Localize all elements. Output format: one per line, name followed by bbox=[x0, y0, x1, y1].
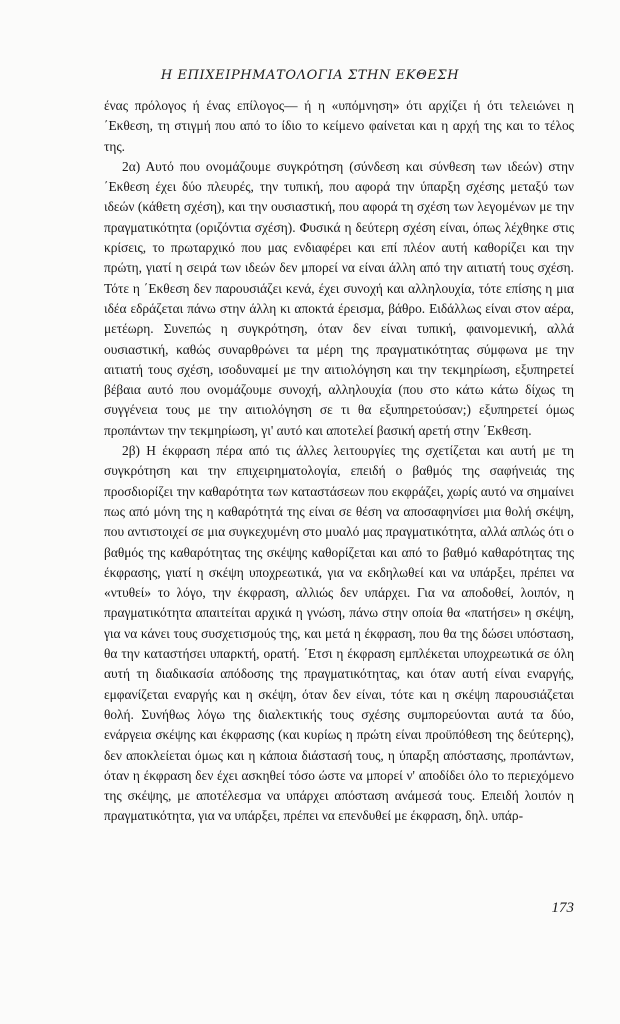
body-text bbox=[104, 96, 574, 827]
running-header: Η ΕΠΙΧΕΙΡΗΜΑΤΟΛΟΓΙΑ ΣΤΗΝ ΕΚΘΕΣΗ bbox=[160, 68, 460, 83]
paragraph-continuation: ένας πρόλογος ή ένας επίλογος— ή η «υπόμνηση» ότι αρχίζει ή ότι τελειώνει η ΄Εκθεση, τη στιγμή που από το ίδιο το κείμενο φαίνεται και η αρχή της και το τέλος της. bbox=[104, 98, 574, 154]
page-number: 173 bbox=[551, 900, 574, 916]
paragraph-2a: 2α) Αυτό που ονομάζουμε συγκρότηση (σύνδεση και σύνθεση των ιδεών) στην ΄Εκθεση έχει δύο πλευρές, την τυπική, που αφορά την ύπαρξη σχέσης μεταξύ των ιδεών (κάθετη σχέση), και την ουσιαστική, που αφορά τη σχέση των λεγομένων με την πραγματικότητα (οριζόντια σχέση). Φυσικά η δεύτερη σχέση είναι, όπως λέχθηκε στις κρίσεις, το πρωταρχικό που μας ενδιαφέρει και επί πλέον αυτή καθορίζει και την πρώτη, γιατί η σειρά των ιδεών δεν μπορεί να είναι άλλη από την αιτιατή τους σχέση. Τότε η ΄Εκθεση δεν παρουσιάζει κενά, έχει συνοχή και αλληλουχία, τότε επίσης η μια ιδέα εδράζεται πάνω στην άλλη κι αποκτά έρεισμα, βάθρο. Ειδάλλως είναι στον αέρα, μετέωρη. Συνεπώς η συγκρότηση, όταν δεν είναι τυπική, φαινομενική, αλλά ουσιαστική, καθώς συναρθρώνει τα μέρη της πραγματικότητας σύμφωνα με την αιτιατή τους σχέση, ισοδυναμεί με την αιτιολόγηση και την τεκμηρίωση, εξυπηρετεί βέβαια αυτό που ονομάζουμε συνοχή, αλληλουχία (που στο κάτω κάτω δίχως τη συγγένεια τους με την αιτιολόγηση σε τι θα εξυπηρετούσαν;) εξυπηρετεί όμως προπάντων την τεκμηρίωση, γι' αυτό και αποτελεί βασική αρετή στην ΄Εκθεση. bbox=[104, 158, 574, 438]
paragraph-2b: 2β) Η έκφραση πέρα από τις άλλες λειτουργίες της σχετίζεται και αυτή με τη συγκρότηση και την επιχειρηματολογία, επειδή ο βαθμός της σαφήνειάς της προσδιορίζει την καθαρότητα των καταστάσεων που εκφράζει, χωρίς αυτό να σημαίνει πως από μόνη της η καθαρότητά της είναι σε θέση να αποσαφηνίσει μια θολή σκέψη, που αντιστοιχεί σε μια συγκεχυμένη στο μυαλό μας πραγματικότητα, αλλά απλώς ότι ο βαθμός της καθαρότητας της σκέψης καθορίζεται και από το βαθμό καθαρότητας της έκφρασης, γιατί η σκέψη υποχρεωτικά, για να εκδηλωθεί και να υπάρξει, πρέπει να «ντυθεί» το λόγο, την έκφραση, αλλιώς δεν υπάρχει. Για να αποδοθεί, λοιπόν, η πραγματικότητα απαιτείται αρχικά η γνώση, πάνω στην οποία θα «πατήσει» η σκέψη, για να κάνει τους συσχετισμούς της, και μετά η έκφραση, που θα της δώσει υπόσταση, θα την καταστήσει υπαρκτή, ορατή. ΄Ετσι η έκφραση εμπλέκεται υποχρεωτικά σε όλη αυτή τη διαδικασία απόδοσης της πραγματικότητας, και όταν αυτή είναι εναργής, εμφανίζεται εναργής και η σκέψη, όταν δεν είναι, τότε και η σκέψη παρουσιάζεται θολή. Συνήθως λόγω της διαλεκτικής τους σχέσης συμπορεύονται αυτά τα δύο, ενάργεια σκέψης και έκφρασης (και κυρίως η πρώτη είναι προϋπόθεση της δεύτερης), δεν αποκλείεται όμως και η κάποια διάστασή τους, η ύπαρξη απόστασης, προπάντων, όταν η έκφραση δεν έχει ασκηθεί τόσο ώστε να μπορεί ν' αποδίδει όλο το περιεχόμενο της σκέψης, με αποτέλεσμα να υπάρχει απόσταση ανάμεσά τους. Επειδή λοιπόν η πραγματικότητα, για να υπάρξει, πρέπει να επενδυθεί με έκφραση, δηλ. υπάρ- bbox=[104, 443, 574, 824]
